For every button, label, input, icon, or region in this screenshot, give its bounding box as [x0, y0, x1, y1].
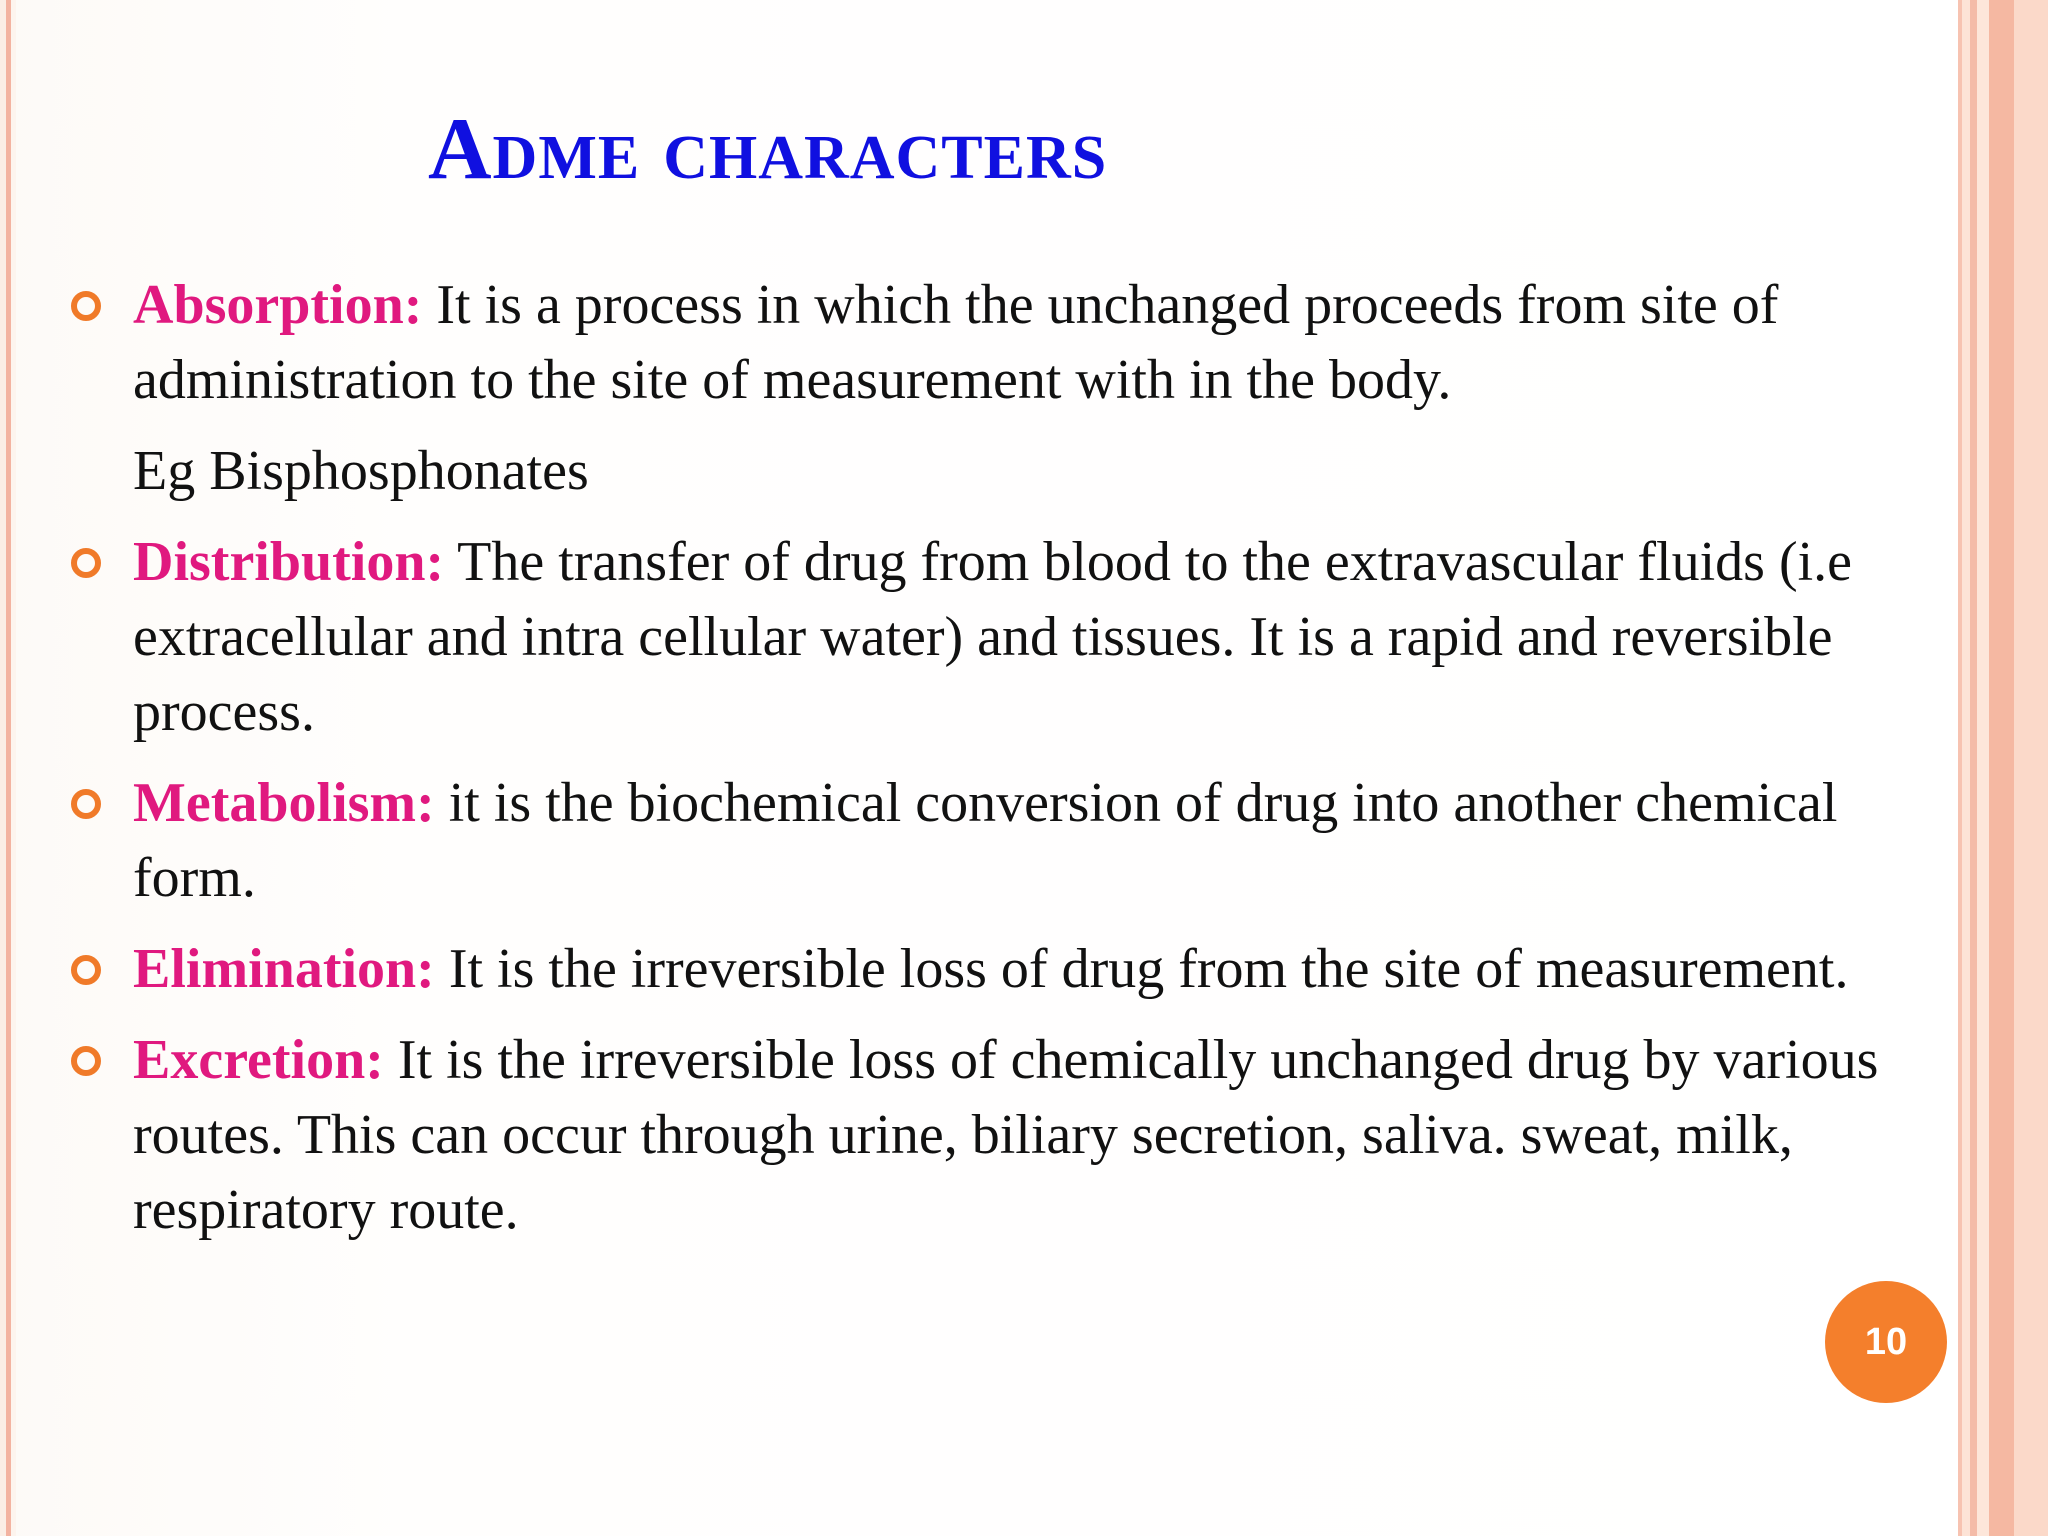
term-elimination: Elimination:: [133, 938, 435, 1000]
definition-elimination: It is the irreversible loss of drug from the site of measurement.: [434, 938, 1849, 1000]
term-distribution: Distribution:: [133, 531, 445, 593]
definition-distribution: The transfer of drug from blood to the extravascular fluids (i.e extracellular and intra cellular water) and tissues. It is a rapid and reversible process.: [133, 531, 1853, 743]
list-item-distribution: [133, 525, 1913, 750]
example-line: Eg Bisphosphonates: [133, 440, 589, 502]
definition-metabolism: it is the biochemical conversion of drug into another chemical form.: [133, 772, 1838, 909]
term-metabolism: Metabolism:: [133, 772, 435, 834]
ring-bullet-icon: [71, 548, 101, 578]
page-number-badge: 10: [1825, 1281, 1947, 1403]
left-decorative-border: [0, 0, 16, 1536]
ring-bullet-icon: [71, 955, 101, 985]
ring-bullet-icon: [71, 789, 101, 819]
definition-excretion: It is the irreversible loss of chemically unchanged drug by various routes. This can occur through urine, biliary secretion, saliva. sweat, milk, respiratory route.: [133, 1029, 1879, 1241]
ring-bullet-icon: [71, 291, 101, 321]
list-item-absorption: [133, 268, 1913, 418]
right-decorative-border: [1958, 0, 2048, 1536]
list-item-excretion: [133, 1023, 1913, 1248]
list-item-elimination: [133, 932, 1913, 1007]
list-item-metabolism: [133, 766, 1913, 916]
slide-title: Adme characters: [428, 101, 1108, 198]
definition-absorption: It is a process in which the unchanged proceeds from site of administration to the site of measurement with in the body.: [133, 274, 1779, 411]
bullet-list: [133, 268, 1913, 1248]
term-excretion: Excretion:: [133, 1029, 384, 1091]
ring-bullet-icon: [71, 1046, 101, 1076]
term-absorption: Absorption:: [133, 274, 423, 336]
